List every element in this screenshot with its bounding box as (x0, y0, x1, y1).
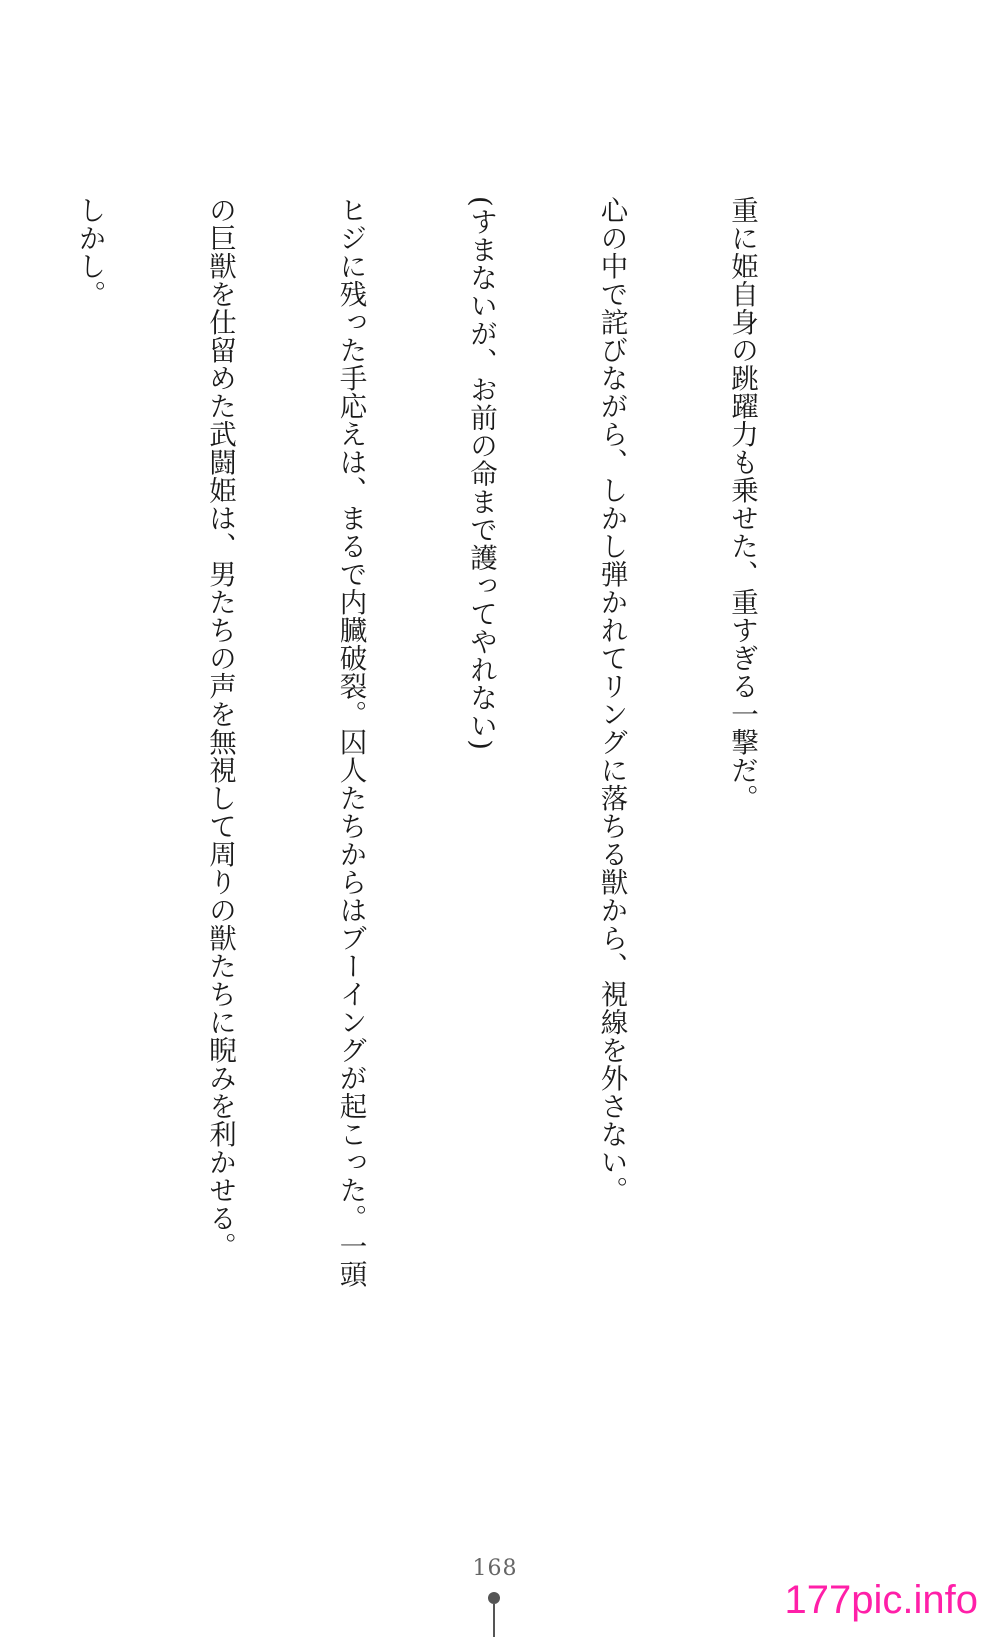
vertical-text-body (0, 196, 850, 1336)
text-line: (すまないが、お前の命まで護ってやれない) (465, 196, 497, 751)
text-line: 心の中で詫びながら、しかし弾かれてリングに落ちる獣から、視線を外さない。 (595, 196, 628, 1204)
page-number: 168 (472, 1556, 518, 1581)
text-line: しかし。 (73, 196, 106, 308)
watermark: 177pic.info (784, 1578, 978, 1622)
text-line: ヒジに残った手応えは、まるで内臓破裂。囚人たちからはブーイングが起こった。一頭 (334, 196, 367, 1288)
folio-dot-ornament (488, 1592, 500, 1604)
text-line: 重に姫自身の跳躍力も乗せた、重すぎる一撃だ。 (726, 196, 758, 812)
text-line: の巨獣を仕留めた武闘姫は、男たちの声を無視して周りの獣たちに睨みを利かせる。 (204, 196, 236, 1260)
folio-line-ornament (493, 1604, 495, 1637)
